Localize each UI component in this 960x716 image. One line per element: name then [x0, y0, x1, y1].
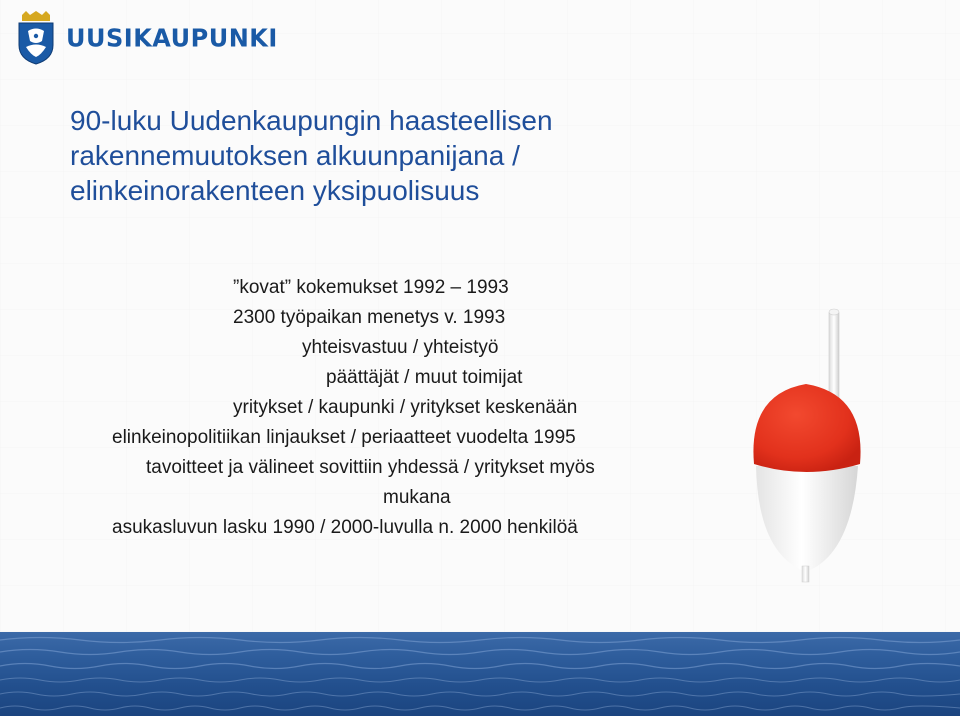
body-line: päättäjät / muut toimijat	[326, 367, 523, 388]
brand-name: UUSIKAUPUNKI	[66, 23, 278, 53]
body-line: tavoitteet ja välineet sovittiin yhdessä / yritykset myös	[146, 457, 595, 478]
sea-water-image	[0, 632, 960, 716]
city-logo	[16, 10, 278, 66]
title-line: elinkeinorakenteen yksipuolisuus	[70, 175, 480, 206]
slide-title	[70, 103, 710, 208]
body-line: elinkeinopolitiikan linjaukset / periaatteet vuodelta 1995	[112, 427, 576, 448]
title-line: 90-luku Uudenkaupungin haasteellisen	[70, 105, 553, 136]
body-line: asukasluvun lasku 1990 / 2000-luvulla n. 2000 henkilöä	[112, 517, 578, 538]
fishing-float-image	[748, 304, 878, 584]
body-line: mukana	[383, 487, 451, 508]
body-line: yritykset / kaupunki / yritykset keskenään	[233, 397, 578, 418]
body-line: 2300 työpaikan menetys v. 1993	[233, 307, 506, 328]
title-line: rakennemuutoksen alkuunpanijana /	[70, 140, 520, 171]
body-line: ”kovat” kokemukset 1992 – 1993	[233, 277, 509, 298]
coat-of-arms-icon	[16, 11, 56, 65]
slide-body	[100, 273, 750, 543]
body-line: yhteisvastuu / yhteistyö	[302, 337, 499, 358]
